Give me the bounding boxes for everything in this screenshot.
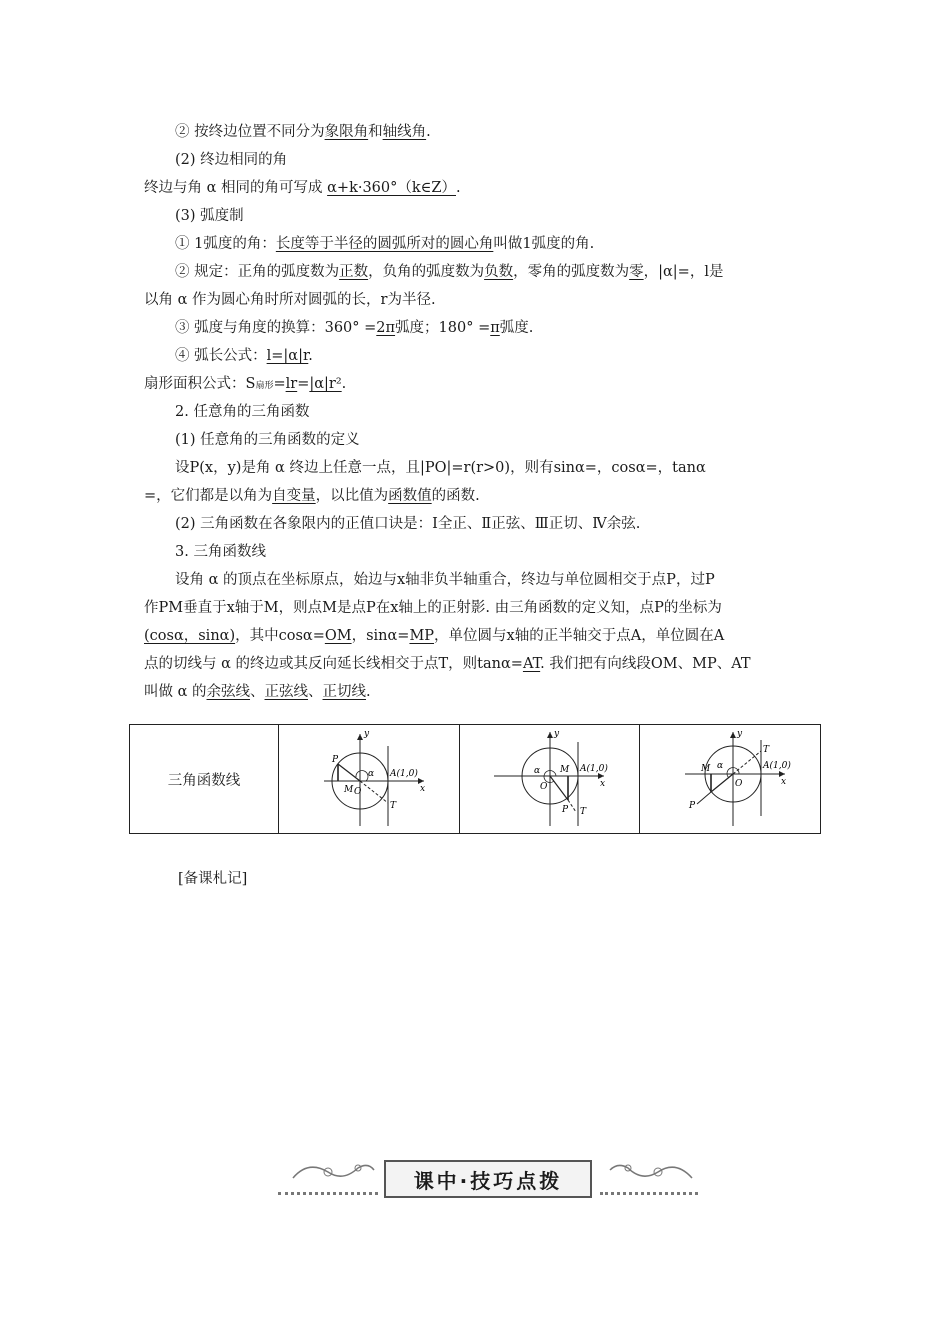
text-line-5: ① 1弧度的角：长度等于半径的圆弧所对的圆心角叫做1弧度的角. — [175, 236, 595, 252]
svg-text:O: O — [353, 787, 362, 797]
text-line-7: 以角 α 作为圆心角时所对圆弧的长，r为半径. — [144, 292, 436, 308]
svg-text:O: O — [735, 779, 743, 789]
section-banner — [278, 1158, 698, 1204]
text-line-4: (3) 弧度制 — [175, 208, 244, 224]
svg-text:M: M — [343, 785, 354, 795]
svg-text:α: α — [534, 766, 541, 776]
svg-text:y: y — [363, 729, 369, 739]
text-line-2: (2) 终边相同的角 — [175, 152, 288, 168]
dotted-rule-right — [600, 1192, 698, 1195]
diagram-quadrant-3 — [640, 725, 821, 834]
text-line-10: 扇形面积公式：S扇形=lr=|α|r². — [144, 376, 347, 392]
banner-title: 课中·技巧点拨 — [384, 1160, 592, 1198]
text-line-19: (cosα，sinα)，其中cosα=OM，sinα=MP，单位圆与x轴的正半轴交于点A，单位圆在A — [144, 628, 725, 644]
ornament-left-icon — [288, 1158, 378, 1188]
svg-text:y: y — [554, 729, 560, 739]
svg-text:A(1,0): A(1,0) — [580, 764, 609, 774]
text-line-9: ④ 弧长公式：l=|α|r. — [175, 348, 313, 364]
svg-text:P: P — [331, 755, 338, 765]
diagram-quadrant-2 — [279, 725, 460, 834]
svg-text:x: x — [600, 779, 606, 789]
text-line-20: 点的切线与 α 的终边或其反向延长线相交于点T，则tanα=AT. 我们把有向线段OM、MP、AT — [144, 656, 751, 672]
text-line-18: 作PM垂直于x轴于M，则点M是点P在x轴上的正射影. 由三角函数的定义知，点P的坐标为 — [144, 600, 722, 616]
text-line-14: =，它们都是以角为自变量，以比值为函数值的函数. — [144, 488, 480, 504]
text-line-1: ② 按终边位置不同分为象限角和轴线角. — [175, 124, 431, 140]
svg-text:P: P — [689, 801, 696, 811]
text-line-8: ③ 弧度与角度的换算：360° =2π弧度；180° =π弧度. — [175, 320, 534, 336]
svg-text:y: y — [737, 729, 743, 739]
text-line-12: (1) 任意角的三角函数的定义 — [175, 432, 360, 448]
text-line-21: 叫做 α 的余弦线、正弦线、正切线. — [144, 684, 371, 700]
svg-text:A(1,0): A(1,0) — [389, 769, 418, 779]
trig-lines-table — [129, 724, 821, 834]
lesson-notes-label: [备课札记] — [178, 871, 248, 887]
svg-text:α: α — [717, 761, 724, 771]
text-line-13: 设P(x，y)是角 α 终边上任意一点，且|PO|=r(r>0)，则有sinα=，cosα=，tanα — [175, 460, 706, 476]
svg-text:T: T — [580, 807, 587, 817]
text-line-6: ② 规定：正角的弧度数为正数，负角的弧度数为负数，零角的弧度数为零，|α|=，l是 — [175, 264, 724, 280]
svg-text:M: M — [560, 765, 570, 775]
text-line-3: 终边与角 α 相同的角可写成 α+k·360°（k∈Z）. — [144, 180, 461, 196]
diagram-quadrant-4 — [459, 725, 640, 834]
svg-text:T: T — [763, 745, 770, 755]
svg-text:α: α — [367, 769, 374, 779]
svg-text:O: O — [540, 782, 548, 792]
dotted-rule-left — [278, 1192, 378, 1195]
svg-text:M: M — [701, 764, 711, 774]
ornament-right-icon — [606, 1158, 696, 1188]
svg-text:T: T — [389, 801, 396, 811]
text-line-15: (2) 三角函数在各象限内的正值口诀是：Ⅰ全正、Ⅱ正弦、Ⅲ正切、Ⅳ余弦. — [175, 516, 641, 532]
text-line-11: 2. 任意角的三角函数 — [175, 404, 310, 420]
text-line-16: 3. 三角函数线 — [175, 544, 266, 560]
svg-text:x: x — [419, 784, 425, 794]
svg-text:A(1,0): A(1,0) — [763, 761, 791, 771]
text-line-17: 设角 α 的顶点在坐标原点，始边与x轴非负半轴重合，终边与单位圆相交于点P，过P — [175, 572, 715, 588]
table-row-label: 三角函数线 — [130, 725, 279, 834]
svg-text:P: P — [562, 805, 569, 815]
svg-text:x: x — [781, 777, 787, 787]
